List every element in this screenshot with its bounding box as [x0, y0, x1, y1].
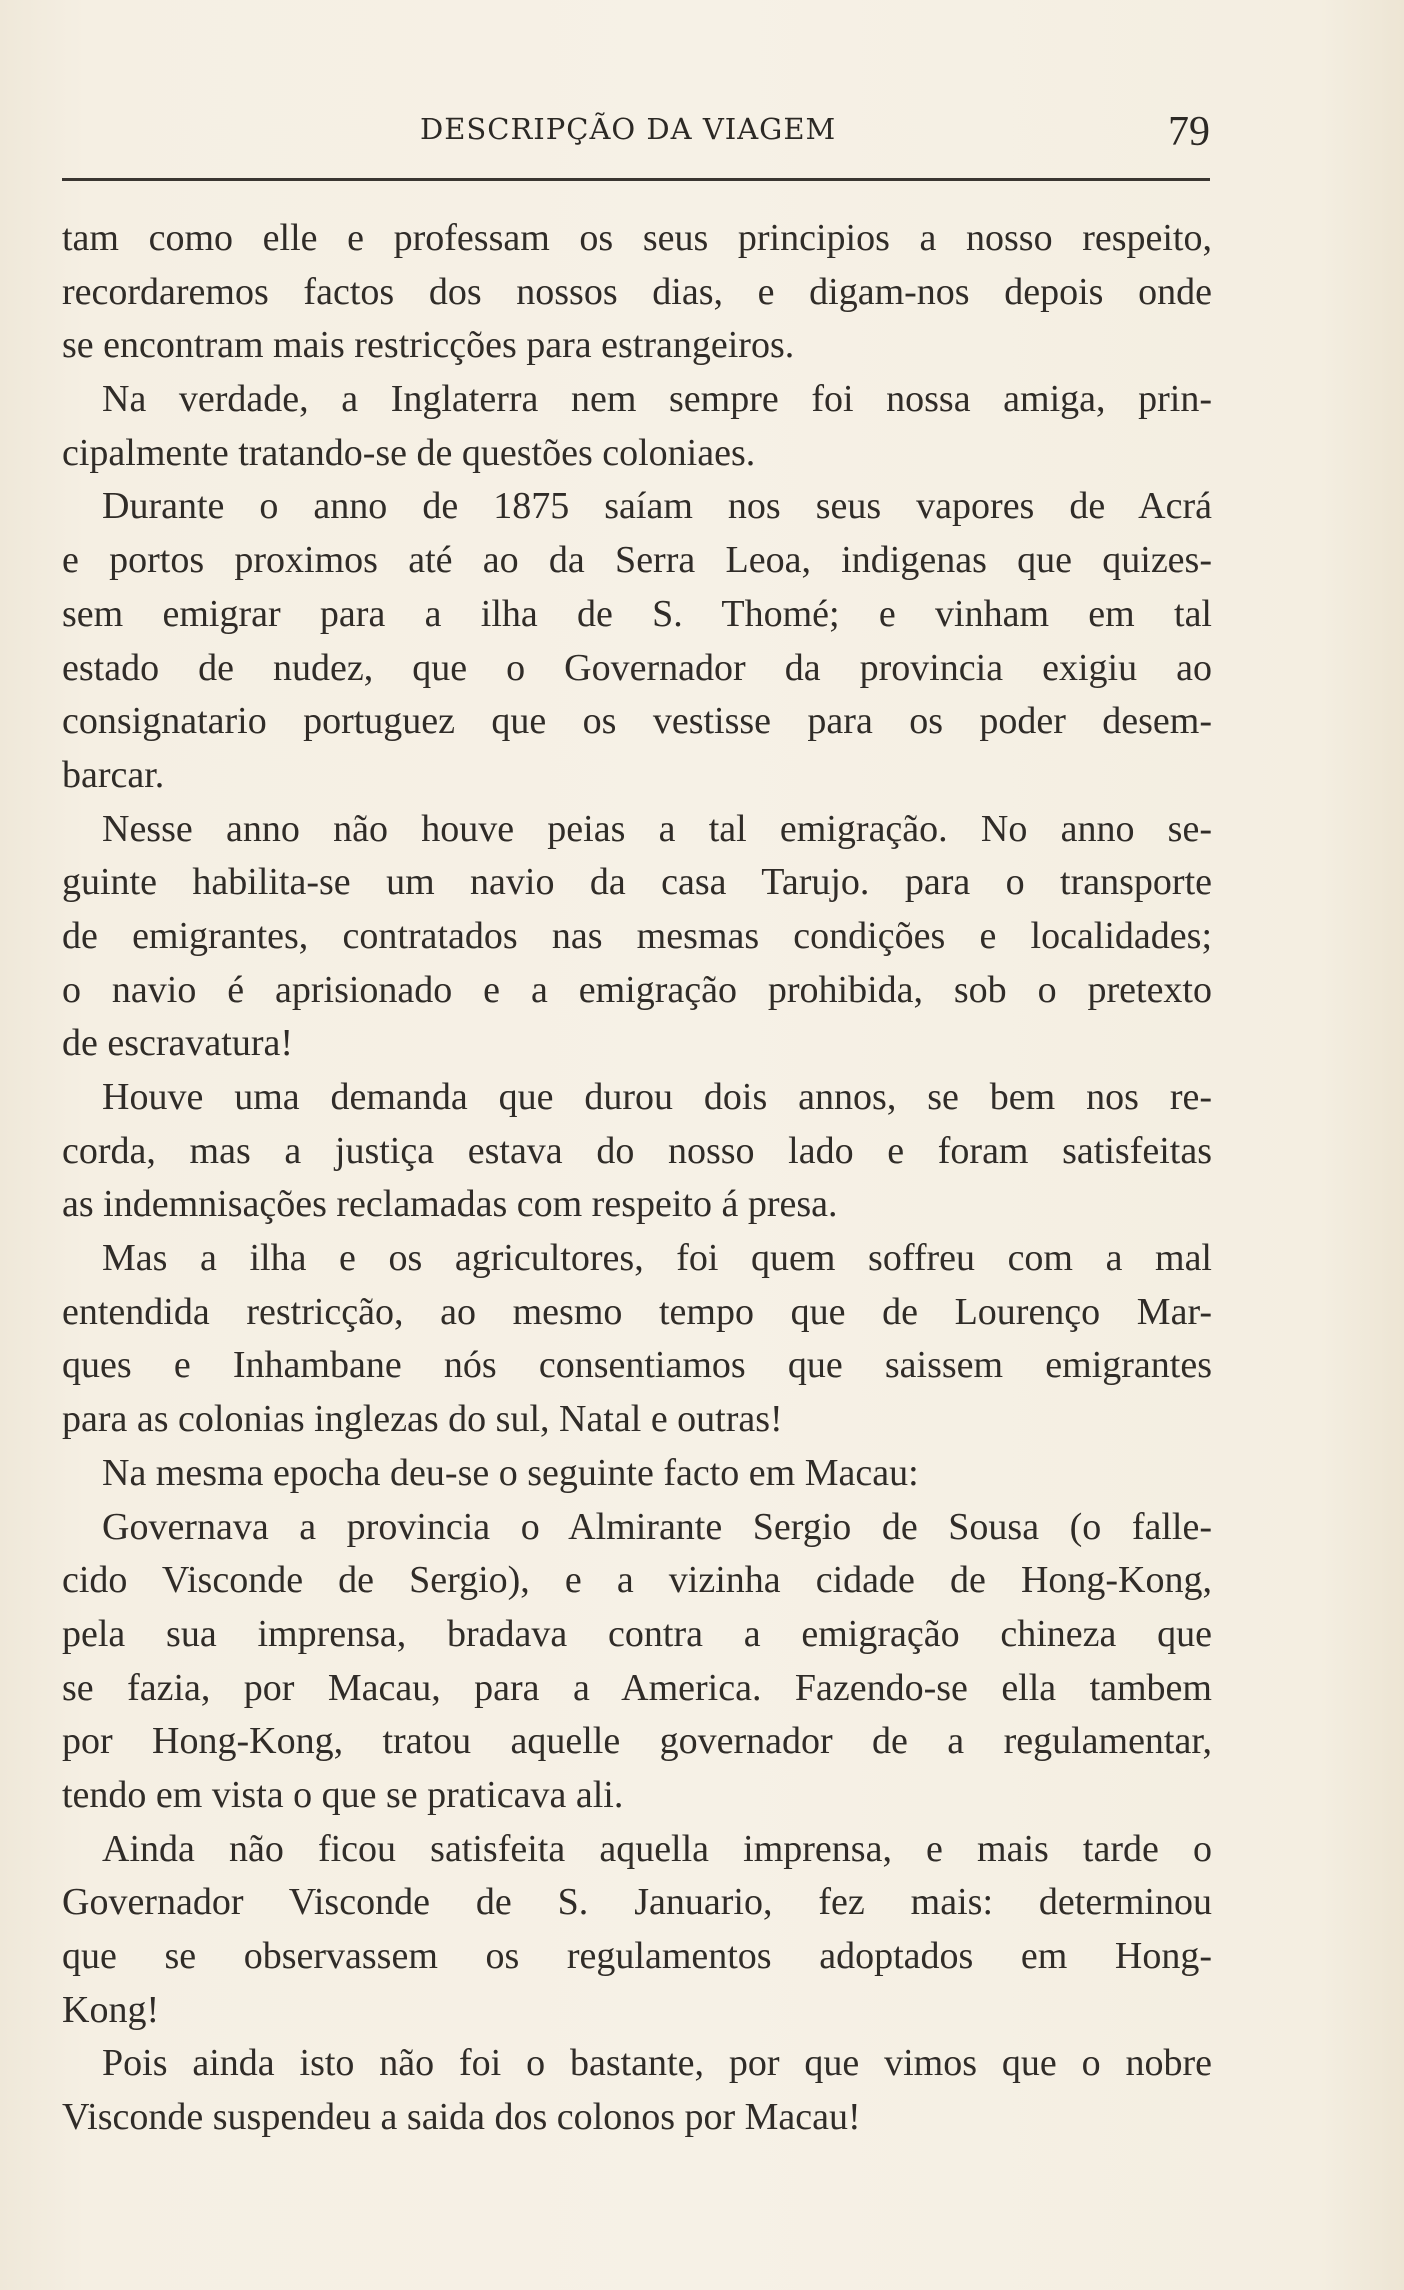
text-line: cipalmente tratando-se de questões coloniaes. [62, 431, 756, 474]
text-line: se encontram mais restricções para estrangeiros. [62, 324, 795, 367]
text-line: Ainda não ficou satisfeita aquella imprensa, e mais tarde o [102, 1827, 1212, 1870]
text-line: Governava a provincia o Almirante Sergio de Sousa (o falle- [102, 1505, 1212, 1548]
text-line: de emigrantes, contratados nas mesmas condições e localidades; [62, 914, 1212, 957]
text-line: e portos proximos até ao da Serra Leoa, indigenas que quizes- [62, 539, 1212, 582]
text-line: o navio é aprisionado e a emigração prohibida, sob o pretexto [62, 968, 1212, 1011]
text-line: guinte habilita-se um navio da casa Tarujo. para o transporte [62, 861, 1212, 904]
text-line: Houve uma demanda que durou dois annos, se bem nos re- [102, 1076, 1212, 1118]
text-line: se fazia, por Macau, para a America. Fazendo-se ella tambem [62, 1666, 1212, 1709]
text-line: Kong! [62, 1988, 160, 2031]
text-line: Mas a ilha e os agricultores, foi quem soffreu com a mal [102, 1237, 1212, 1280]
text-line: de escravatura! [62, 1022, 294, 1065]
text-line: tam como elle e professam os seus principios a nosso respeito, [62, 217, 1212, 259]
text-line: recordaremos factos dos nossos dias, e digam-nos depois onde [62, 270, 1212, 313]
text-line: corda, mas a justiça estava do nosso lado e foram satisfeitas [62, 1129, 1212, 1172]
page-number: 79 [1168, 109, 1210, 155]
text-line: estado de nudez, que o Governador da provincia exigiu ao [62, 646, 1212, 689]
text-line: Durante o anno de 1875 saíam nos seus vapores de Acrá [102, 485, 1212, 528]
text-line: Na mesma epocha deu-se o seguinte facto em Macau: [102, 1451, 919, 1494]
page-header [60, 109, 1210, 172]
text-line: ques e Inhambane nós consentiamos que saissem emigrantes [62, 1344, 1212, 1387]
text-line: Governador Visconde de S. Januario, fez mais: determinou [62, 1881, 1212, 1924]
text-line: barcar. [62, 753, 165, 796]
text-line: Visconde suspendeu a saida dos colonos por Macau! [62, 2096, 861, 2139]
text-line: sem emigrar para a ilha de S. Thomé; e vinham em tal [62, 592, 1212, 635]
text-line: Pois ainda isto não foi o bastante, por que vimos que o nobre [102, 2042, 1212, 2085]
text-line: consignatario portuguez que os vestisse para os poder desem- [62, 700, 1212, 743]
header-rule [62, 178, 1210, 181]
text-line: tendo em vista o que se praticava ali. [62, 1773, 624, 1816]
body-text [62, 212, 1212, 2145]
text-line: Nesse anno não houve peias a tal emigração. No anno se- [102, 807, 1212, 850]
text-line: cido Visconde de Sergio), e a vizinha cidade de Hong-Kong, [62, 1559, 1212, 1602]
text-line: pela sua imprensa, bradava contra a emigração chineza que [62, 1612, 1212, 1655]
running-title: DESCRIPÇÃO DA VIAGEM [420, 112, 837, 146]
text-line: por Hong-Kong, tratou aquelle governador de a regulamentar, [62, 1720, 1212, 1763]
text-line: que se observassem os regulamentos adoptados em Hong- [62, 1935, 1212, 1977]
text-line: Na verdade, a Inglaterra nem sempre foi nossa amiga, prin- [102, 378, 1212, 421]
text-line: para as colonias inglezas do sul, Natal e outras! [62, 1398, 783, 1441]
text-line: as indemnisações reclamadas com respeito á presa. [62, 1183, 838, 1226]
text-line: entendida restricção, ao mesmo tempo que de Lourenço Mar- [62, 1290, 1212, 1333]
